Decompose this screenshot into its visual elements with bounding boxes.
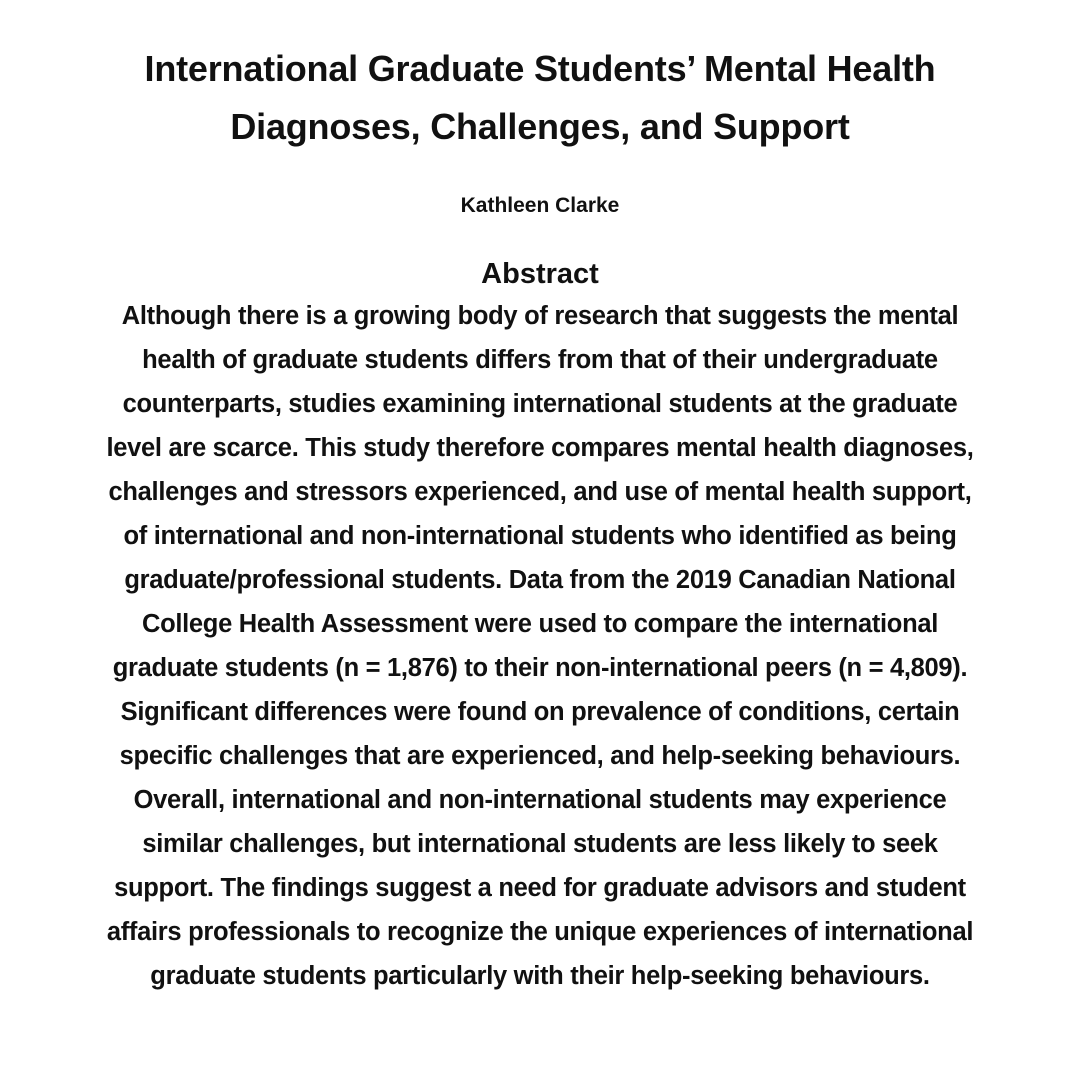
- abstract-line: of international and non-international students who identified as being: [123, 522, 957, 550]
- abstract-line: challenges and stressors experienced, and use of mental health support,: [108, 478, 972, 506]
- abstract-line: graduate students particularly with their help-seeking behaviours.: [150, 962, 930, 990]
- abstract-line: Significant differences were found on prevalence of conditions, certain: [120, 698, 960, 726]
- abstract-line: counterparts, studies examining international students at the graduate: [122, 390, 958, 418]
- paper-author: Kathleen Clarke: [460, 194, 620, 217]
- abstract-line: similar challenges, but international students are less likely to seek: [142, 830, 938, 858]
- paper-title: [32, 40, 1048, 156]
- abstract-line: Overall, international and non-international students may experience: [133, 786, 947, 814]
- abstract-body: [32, 294, 1048, 998]
- abstract-line: specific challenges that are experienced, and help-seeking behaviours.: [119, 742, 961, 770]
- abstract-line: affairs professionals to recognize the unique experiences of international: [106, 918, 974, 946]
- abstract-line: health of graduate students differs from that of their undergraduate: [142, 346, 938, 374]
- paper-title-line: Diagnoses, Challenges, and Support: [230, 106, 850, 147]
- abstract-line: graduate students (n = 1,876) to their non-international peers (n = 4,809).: [112, 654, 968, 682]
- abstract-line: graduate/professional students. Data from the 2019 Canadian National: [124, 566, 956, 594]
- abstract-heading: Abstract: [481, 258, 599, 290]
- paper-title-line: International Graduate Students’ Mental Health: [144, 48, 936, 89]
- abstract-line: College Health Assessment were used to compare the international: [141, 610, 939, 638]
- abstract-line: support. The findings suggest a need for graduate advisors and student: [114, 874, 966, 902]
- abstract-line: level are scarce. This study therefore compares mental health diagnoses,: [106, 434, 974, 462]
- abstract-line: Although there is a growing body of research that suggests the mental: [121, 302, 959, 330]
